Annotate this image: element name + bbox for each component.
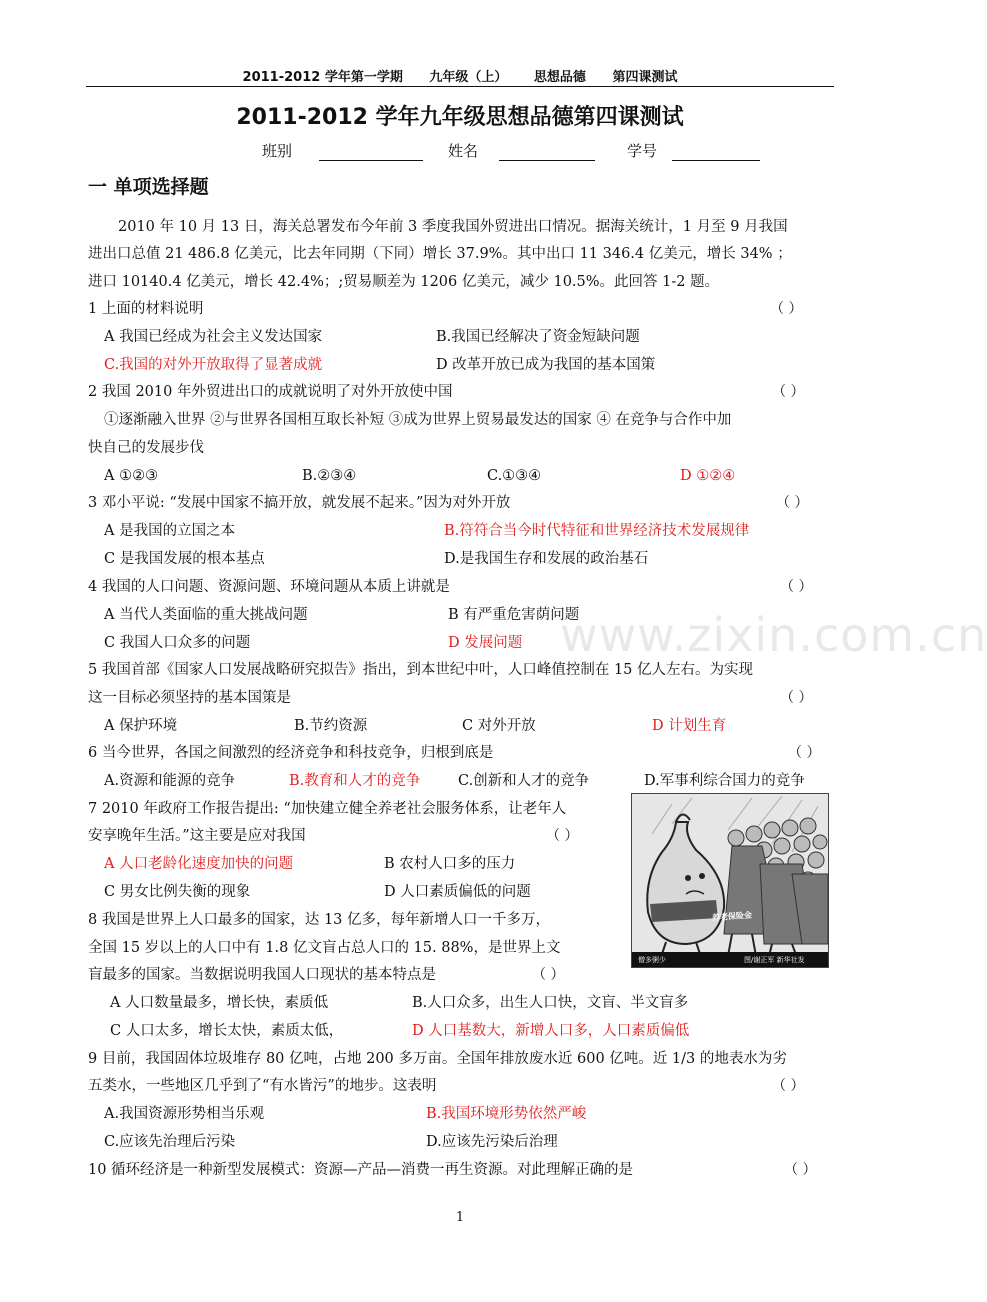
- passage-line-2: 进出口总值 21 486.8 亿美元，比去年同期（下同）增长 37.9%。其中出口 11 346.4 亿美元，增长 34% ；: [88, 246, 792, 262]
- q9-option-b: B.我国环境形势依然严峻: [426, 1106, 587, 1122]
- q8-option-b: B.人口众多，出生人口快，文盲、半文盲多: [412, 995, 689, 1011]
- q4-option-b: B 有严重危害荫问题: [448, 607, 580, 623]
- q8-stem-cont: 全国 15 岁以上的人口中有 1.8 亿文盲占总人口的 15. 88%，是世界上文: [88, 940, 561, 956]
- q9-option-d: D.应该先污染后治理: [426, 1134, 558, 1150]
- q8-answer-paren[interactable]: （ ）: [532, 967, 565, 983]
- header-grade: 九年级（上）: [429, 70, 508, 85]
- q6-option-d: D.军事利综合国力的竞争: [644, 773, 805, 789]
- page-number: 1: [455, 1210, 465, 1225]
- q6-option-c: C.创新和人才的竞争: [458, 773, 590, 789]
- q9-stem: 9 目前，我国固体垃圾堆存 80 亿吨，占地 200 多万亩。全国年排放废水近 600 亿吨。近 1/3 的地表水为劣: [88, 1051, 787, 1067]
- q5-option-d: D 计划生育: [652, 718, 727, 734]
- header-subject: 思想品德: [533, 70, 586, 85]
- q1-option-d: D 改革开放已成为我国的基本国策: [436, 357, 656, 373]
- header-test: 第四课测试: [612, 70, 678, 85]
- watermark: www.zixin.com.cn: [560, 608, 987, 662]
- q7-option-a: A 人口老龄化速度加快的问题: [104, 856, 294, 872]
- q5-stem-cont: 这一目标必须坚持的基本国策是: [88, 690, 291, 706]
- q9-option-c: C.应该先治理后污染: [104, 1134, 236, 1150]
- q1-option-b: B.我国已经解决了资金短缺问题: [436, 329, 640, 345]
- number-field: [627, 140, 760, 161]
- q1-option-a: A 我国已经成为社会主义发达国家: [104, 329, 323, 345]
- q2-stem: 2 我国 2010 年外贸进出口的成就说明了对外开放使中国: [88, 384, 453, 400]
- cartoon-caption-right: 图/谢正军 新华社发: [744, 956, 805, 964]
- q8-option-c: C 人口太多，增长太快，素质太低，: [110, 1023, 344, 1039]
- q8-option-d: D 人口基数大，新增人口多，人口素质偏低: [412, 1023, 690, 1039]
- name-blank[interactable]: [499, 143, 595, 161]
- q3-option-a: A 是我国的立国之本: [104, 523, 236, 539]
- q4-stem: 4 我国的人口问题、资源问题、环境问题从本质上讲就是: [88, 579, 450, 595]
- q7-option-c: C 男女比例失衡的现象: [104, 884, 251, 900]
- passage-line-3: 进口 10140.4 亿美元，增长 42.4%；;贸易顺差为 1206 亿美元，减少 10.5%。此回答 1-2 题。: [88, 274, 720, 290]
- q10-stem: 10 循环经济是一种新型发展模式：资源—产品—消费一再生资源。对此理解正确的是: [88, 1162, 634, 1178]
- q8-stem: 8 我国是世界上人口最多的国家，达 13 亿多，每年新增人口一千多万，: [88, 912, 551, 928]
- class-blank[interactable]: [319, 143, 423, 161]
- q2-items: ①逐渐融入世界 ②与世界各国相互取长补短 ③成为世界上贸易最发达的国家 ④ 在竞争与合作中加: [104, 412, 732, 428]
- q7-option-d: D 人口素质偏低的问题: [384, 884, 531, 900]
- q8-option-a: A 人口数量最多，增长快，素质低: [110, 995, 329, 1011]
- q3-stem: 3 邓小平说: “发展中国家不搞开放，就发展不起来。”因为对外开放: [88, 495, 511, 511]
- q3-option-d: D.是我国生存和发展的政治基石: [444, 551, 649, 567]
- cartoon-drawing: [632, 794, 828, 967]
- q5-answer-paren[interactable]: （ ）: [780, 690, 813, 706]
- class-field: [262, 140, 423, 161]
- page-header: [0, 66, 920, 85]
- q7-option-b: B 农村人口多的压力: [384, 856, 516, 872]
- q9-answer-paren[interactable]: （ ）: [772, 1078, 805, 1094]
- q5-option-a: A 保护环境: [104, 718, 178, 734]
- cartoon-caption-left: 僧多粥少: [638, 956, 666, 964]
- header-divider: [86, 86, 834, 87]
- q5-option-b: B.节约资源: [294, 718, 368, 734]
- q2-option-b: B.②③④: [302, 468, 357, 484]
- page-title: 2011-2012 学年九年级思想品德第四课测试: [236, 105, 684, 130]
- q1-answer-paren[interactable]: （ ）: [770, 301, 803, 317]
- q4-option-a: A 当代人类面临的重大挑战问题: [104, 607, 308, 623]
- q5-option-c: C 对外开放: [462, 718, 536, 734]
- q2-option-d: D ①②④: [680, 468, 736, 484]
- q7-answer-paren[interactable]: （ ）: [546, 828, 579, 844]
- q1-option-c: C.我国的对外开放取得了显著成就: [104, 357, 323, 373]
- q2-option-a: A ①②③: [104, 468, 159, 484]
- q5-stem: 5 我国首部《国家人口发展战略研究拟告》指出，到本世纪中叶，人口峰值控制在 15 亿人左右。为实现: [88, 662, 753, 678]
- q6-stem: 6 当今世界，各国之间激烈的经济竞争和科技竞争，归根到底是: [88, 745, 494, 761]
- q10-answer-paren[interactable]: （ ）: [784, 1162, 817, 1178]
- q7-stem-cont: 安享晚年生活。”这主要是应对我国: [88, 828, 306, 844]
- number-blank[interactable]: [672, 143, 760, 161]
- q6-answer-paren[interactable]: （ ）: [788, 745, 821, 761]
- q9-option-a: A.我国资源形势相当乐观: [104, 1106, 265, 1122]
- section-title: 一 单项选择题: [88, 176, 209, 198]
- q4-option-c: C 我国人口众多的问题: [104, 635, 251, 651]
- q4-answer-paren[interactable]: （ ）: [780, 579, 813, 595]
- q3-answer-paren[interactable]: （ ）: [776, 495, 809, 511]
- q6-option-b: B.教育和人才的竞争: [289, 773, 421, 789]
- class-label: 班别: [262, 142, 293, 160]
- q2-answer-paren[interactable]: （ ）: [772, 384, 805, 400]
- q1-stem: 1 上面的材料说明: [88, 301, 204, 317]
- name-label: 姓名: [448, 142, 479, 160]
- number-label: 学号: [627, 142, 658, 160]
- q4-option-d: D 发展问题: [448, 635, 523, 651]
- q8-stem-cont-2: 盲最多的国家。当数据说明我国人口现状的基本特点是: [88, 967, 436, 983]
- cartoon-bag-label: 养老保险金: [711, 910, 753, 923]
- q3-option-c: C 是我国发展的根本基点: [104, 551, 265, 567]
- header-year: 2011-2012 学年第一学期: [242, 70, 403, 85]
- q2-items-cont: 快自己的发展步伐: [88, 440, 204, 456]
- q6-option-a: A.资源和能源的竞争: [104, 773, 236, 789]
- q2-option-c: C.①③④: [487, 468, 542, 484]
- q7-stem: 7 2010 年政府工作报告提出: “加快建立健全养老社会服务体系，让老年人: [88, 801, 567, 817]
- q9-stem-cont: 五类水，一些地区几乎到了“有水皆污”的地步。这表明: [88, 1078, 437, 1094]
- q3-option-b: B.符符合当今时代特征和世界经济技术发展规律: [444, 523, 750, 539]
- cartoon-image: [631, 793, 829, 968]
- passage-line-1: 2010 年 10 月 13 日，海关总署发布今年前 3 季度我国外贸进出口情况。据海关统计，1 月至 9 月我国: [118, 219, 788, 235]
- name-field: [448, 140, 595, 161]
